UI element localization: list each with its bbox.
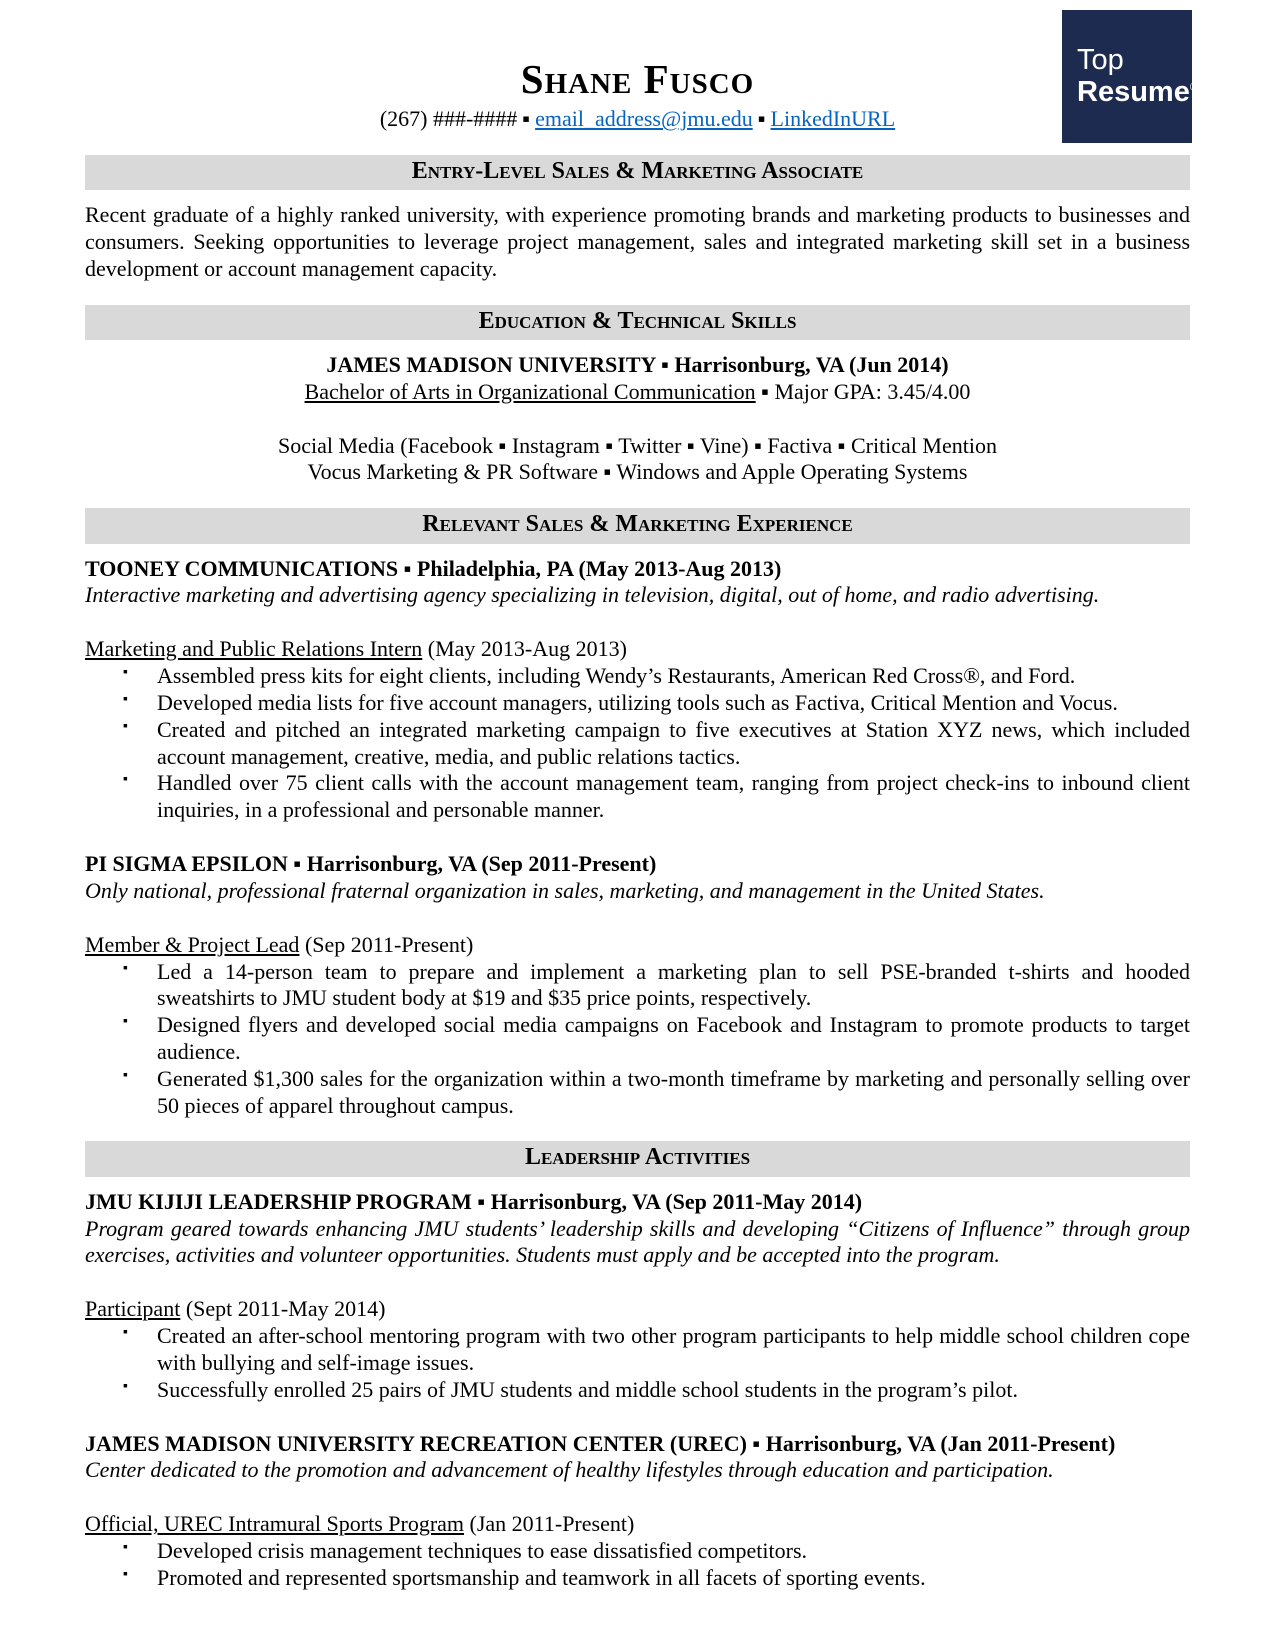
job-role-title: Member & Project Lead bbox=[85, 931, 300, 957]
section-header-leadership: Leadership Activities bbox=[85, 1141, 1190, 1176]
logo-text-resume bbox=[1077, 75, 1198, 109]
job-block-urec bbox=[85, 1431, 1190, 1592]
logo-text-top: Top bbox=[1077, 43, 1124, 76]
bullet-text: Assembled press kits for eight clients, including Wendy’s Restaurants, American Red Cross®, and Ford. bbox=[157, 663, 1076, 689]
bullet-item bbox=[85, 690, 1190, 717]
email-link[interactable]: email_address@jmu.edu bbox=[535, 106, 753, 132]
bullet-item bbox=[85, 1565, 1190, 1592]
bullet-text: Led a 14-person team to prepare and implement a marketing plan to sell PSE-branded t-shirts and hooded sweatshirts to JMU student body at $19 and $35 price points, respectively. bbox=[157, 958, 1190, 1011]
job-block-tooney bbox=[85, 556, 1190, 824]
technical-skills bbox=[85, 433, 1190, 487]
bullet-item bbox=[85, 717, 1190, 771]
linkedin-link[interactable]: LinkedInURL bbox=[770, 106, 896, 132]
skills-line-2: Vocus Marketing & PR Software ▪ Windows and Apple Operating Systems bbox=[307, 459, 968, 485]
separator-dot: ▪ bbox=[522, 106, 531, 132]
job-role-line bbox=[85, 932, 1190, 959]
bullet-icon: ▪ bbox=[123, 1566, 128, 1582]
job-description: Center dedicated to the promotion and advancement of healthy lifestyles through education and participation. bbox=[85, 1457, 1054, 1483]
job-role-dates: (Sept 2011-May 2014) bbox=[180, 1296, 386, 1322]
job-role-line bbox=[85, 1296, 1190, 1323]
job-block-pi-sigma-epsilon bbox=[85, 851, 1190, 1119]
bullet-icon: ▪ bbox=[123, 1325, 128, 1341]
bullet-text: Successfully enrolled 25 pairs of JMU students and middle school students in the program’s pilot. bbox=[157, 1376, 1018, 1402]
registered-mark: ® bbox=[1189, 80, 1198, 93]
bullet-list bbox=[85, 959, 1190, 1120]
job-role-line bbox=[85, 636, 1190, 663]
separator-dot: ▪ bbox=[757, 106, 766, 132]
bullet-icon: ▪ bbox=[123, 1540, 128, 1556]
section-header-objective: Entry-Level Sales & Marketing Associate bbox=[85, 155, 1190, 190]
job-role-title: Participant bbox=[85, 1296, 181, 1322]
contact-line bbox=[85, 106, 1190, 133]
job-header: JMU KIJIJI LEADERSHIP PROGRAM ▪ Harrisonburg, VA (Sep 2011-May 2014) bbox=[85, 1188, 863, 1214]
bullet-icon: ▪ bbox=[123, 718, 128, 734]
topresume-logo bbox=[1062, 10, 1198, 143]
bullet-icon: ▪ bbox=[123, 772, 128, 788]
bullet-list bbox=[85, 663, 1190, 824]
job-description: Program geared towards enhancing JMU students’ leadership skills and developing “Citizens of Influence” through group exercises, activities and volunteer opportunities. Students must apply and be accepted into the program. bbox=[85, 1215, 1190, 1268]
job-header: PI SIGMA EPSILON ▪ Harrisonburg, VA (Sep 2011-Present) bbox=[85, 851, 657, 877]
bullet-item bbox=[85, 663, 1190, 690]
education-degree-line bbox=[85, 379, 1190, 406]
education-gpa: ▪ Major GPA: 3.45/4.00 bbox=[755, 378, 971, 404]
phone-number: (267) ###-#### bbox=[379, 106, 518, 132]
education-degree: Bachelor of Arts in Organizational Communication bbox=[304, 378, 756, 404]
bullet-icon: ▪ bbox=[123, 1014, 128, 1030]
job-description: Interactive marketing and advertising agency specializing in television, digital, out of home, and radio advertising. bbox=[85, 582, 1100, 608]
job-header: JAMES MADISON UNIVERSITY RECREATION CENTER (UREC) ▪ Harrisonburg, VA (Jan 2011-Present) bbox=[85, 1430, 1116, 1456]
job-role-title: Official, UREC Intramural Sports Program bbox=[85, 1511, 465, 1537]
bullet-list bbox=[85, 1323, 1190, 1403]
section-header-experience: Relevant Sales & Marketing Experience bbox=[85, 508, 1190, 543]
bullet-item bbox=[85, 1323, 1190, 1377]
bullet-item bbox=[85, 770, 1190, 824]
bullet-item bbox=[85, 1538, 1190, 1565]
logo-resume-word: Resume bbox=[1077, 75, 1190, 108]
bullet-text: Created and pitched an integrated marketing campaign to five executives at Station XYZ news, which included account management, creative, media, and public relations tactics. bbox=[157, 716, 1190, 769]
bullet-list bbox=[85, 1538, 1190, 1592]
job-role-dates: (Sep 2011-Present) bbox=[299, 931, 474, 957]
bullet-text: Developed media lists for five account managers, utilizing tools such as Factiva, Critical Mention and Vocus. bbox=[157, 689, 1118, 715]
job-role-title: Marketing and Public Relations Intern bbox=[85, 636, 423, 662]
job-role-line bbox=[85, 1511, 1190, 1538]
summary-paragraph: Recent graduate of a highly ranked university, with experience promoting brands and marketing products to businesses and consumers. Seeking opportunities to leverage project management, sales and integrated marketing skill set in a business development or account management capacity. bbox=[85, 202, 1190, 281]
bullet-text: Designed flyers and developed social media campaigns on Facebook and Instagram to promote products to target audience. bbox=[157, 1012, 1190, 1064]
bullet-text: Generated $1,300 sales for the organization within a two-month timeframe by marketing and personally selling over 50 pieces of apparel throughout campus. bbox=[157, 1065, 1190, 1118]
skills-line-1: Social Media (Facebook ▪ Instagram ▪ Twitter ▪ Vine) ▪ Factiva ▪ Critical Mention bbox=[278, 432, 997, 458]
job-block-kijiji bbox=[85, 1189, 1190, 1404]
bullet-icon: ▪ bbox=[123, 960, 128, 976]
bullet-text: Promoted and represented sportsmanship and teamwork in all facets of sporting events. bbox=[157, 1564, 926, 1590]
bullet-text: Developed crisis management techniques to ease dissatisfied competitors. bbox=[157, 1538, 808, 1564]
section-header-education: Education & Technical Skills bbox=[85, 305, 1190, 340]
bullet-item bbox=[85, 959, 1190, 1013]
candidate-name: Shane Fusco bbox=[520, 56, 755, 102]
job-role-dates: (Jan 2011-Present) bbox=[464, 1511, 635, 1537]
bullet-item bbox=[85, 1066, 1190, 1120]
bullet-text: Created an after-school mentoring program with two other program participants to help middle school children cope with bullying and self-image issues. bbox=[157, 1323, 1190, 1375]
bullet-text: Handled over 75 client calls with the account management team, ranging from project check-ins to inbound client inquiries, in a professional and personable manner. bbox=[157, 770, 1190, 823]
job-description: Only national, professional fraternal organization in sales, marketing, and management in the United States. bbox=[85, 877, 1045, 903]
education-school-line: JAMES MADISON UNIVERSITY ▪ Harrisonburg, VA (Jun 2014) bbox=[326, 351, 949, 377]
job-header: TOONEY COMMUNICATIONS ▪ Philadelphia, PA (May 2013-Aug 2013) bbox=[85, 555, 782, 581]
job-role-dates: (May 2013-Aug 2013) bbox=[422, 636, 627, 662]
bullet-icon: ▪ bbox=[123, 1378, 128, 1394]
bullet-icon: ▪ bbox=[123, 691, 128, 707]
bullet-item bbox=[85, 1012, 1190, 1066]
bullet-item bbox=[85, 1377, 1190, 1404]
bullet-icon: ▪ bbox=[123, 1067, 128, 1083]
bullet-icon: ▪ bbox=[123, 665, 128, 681]
